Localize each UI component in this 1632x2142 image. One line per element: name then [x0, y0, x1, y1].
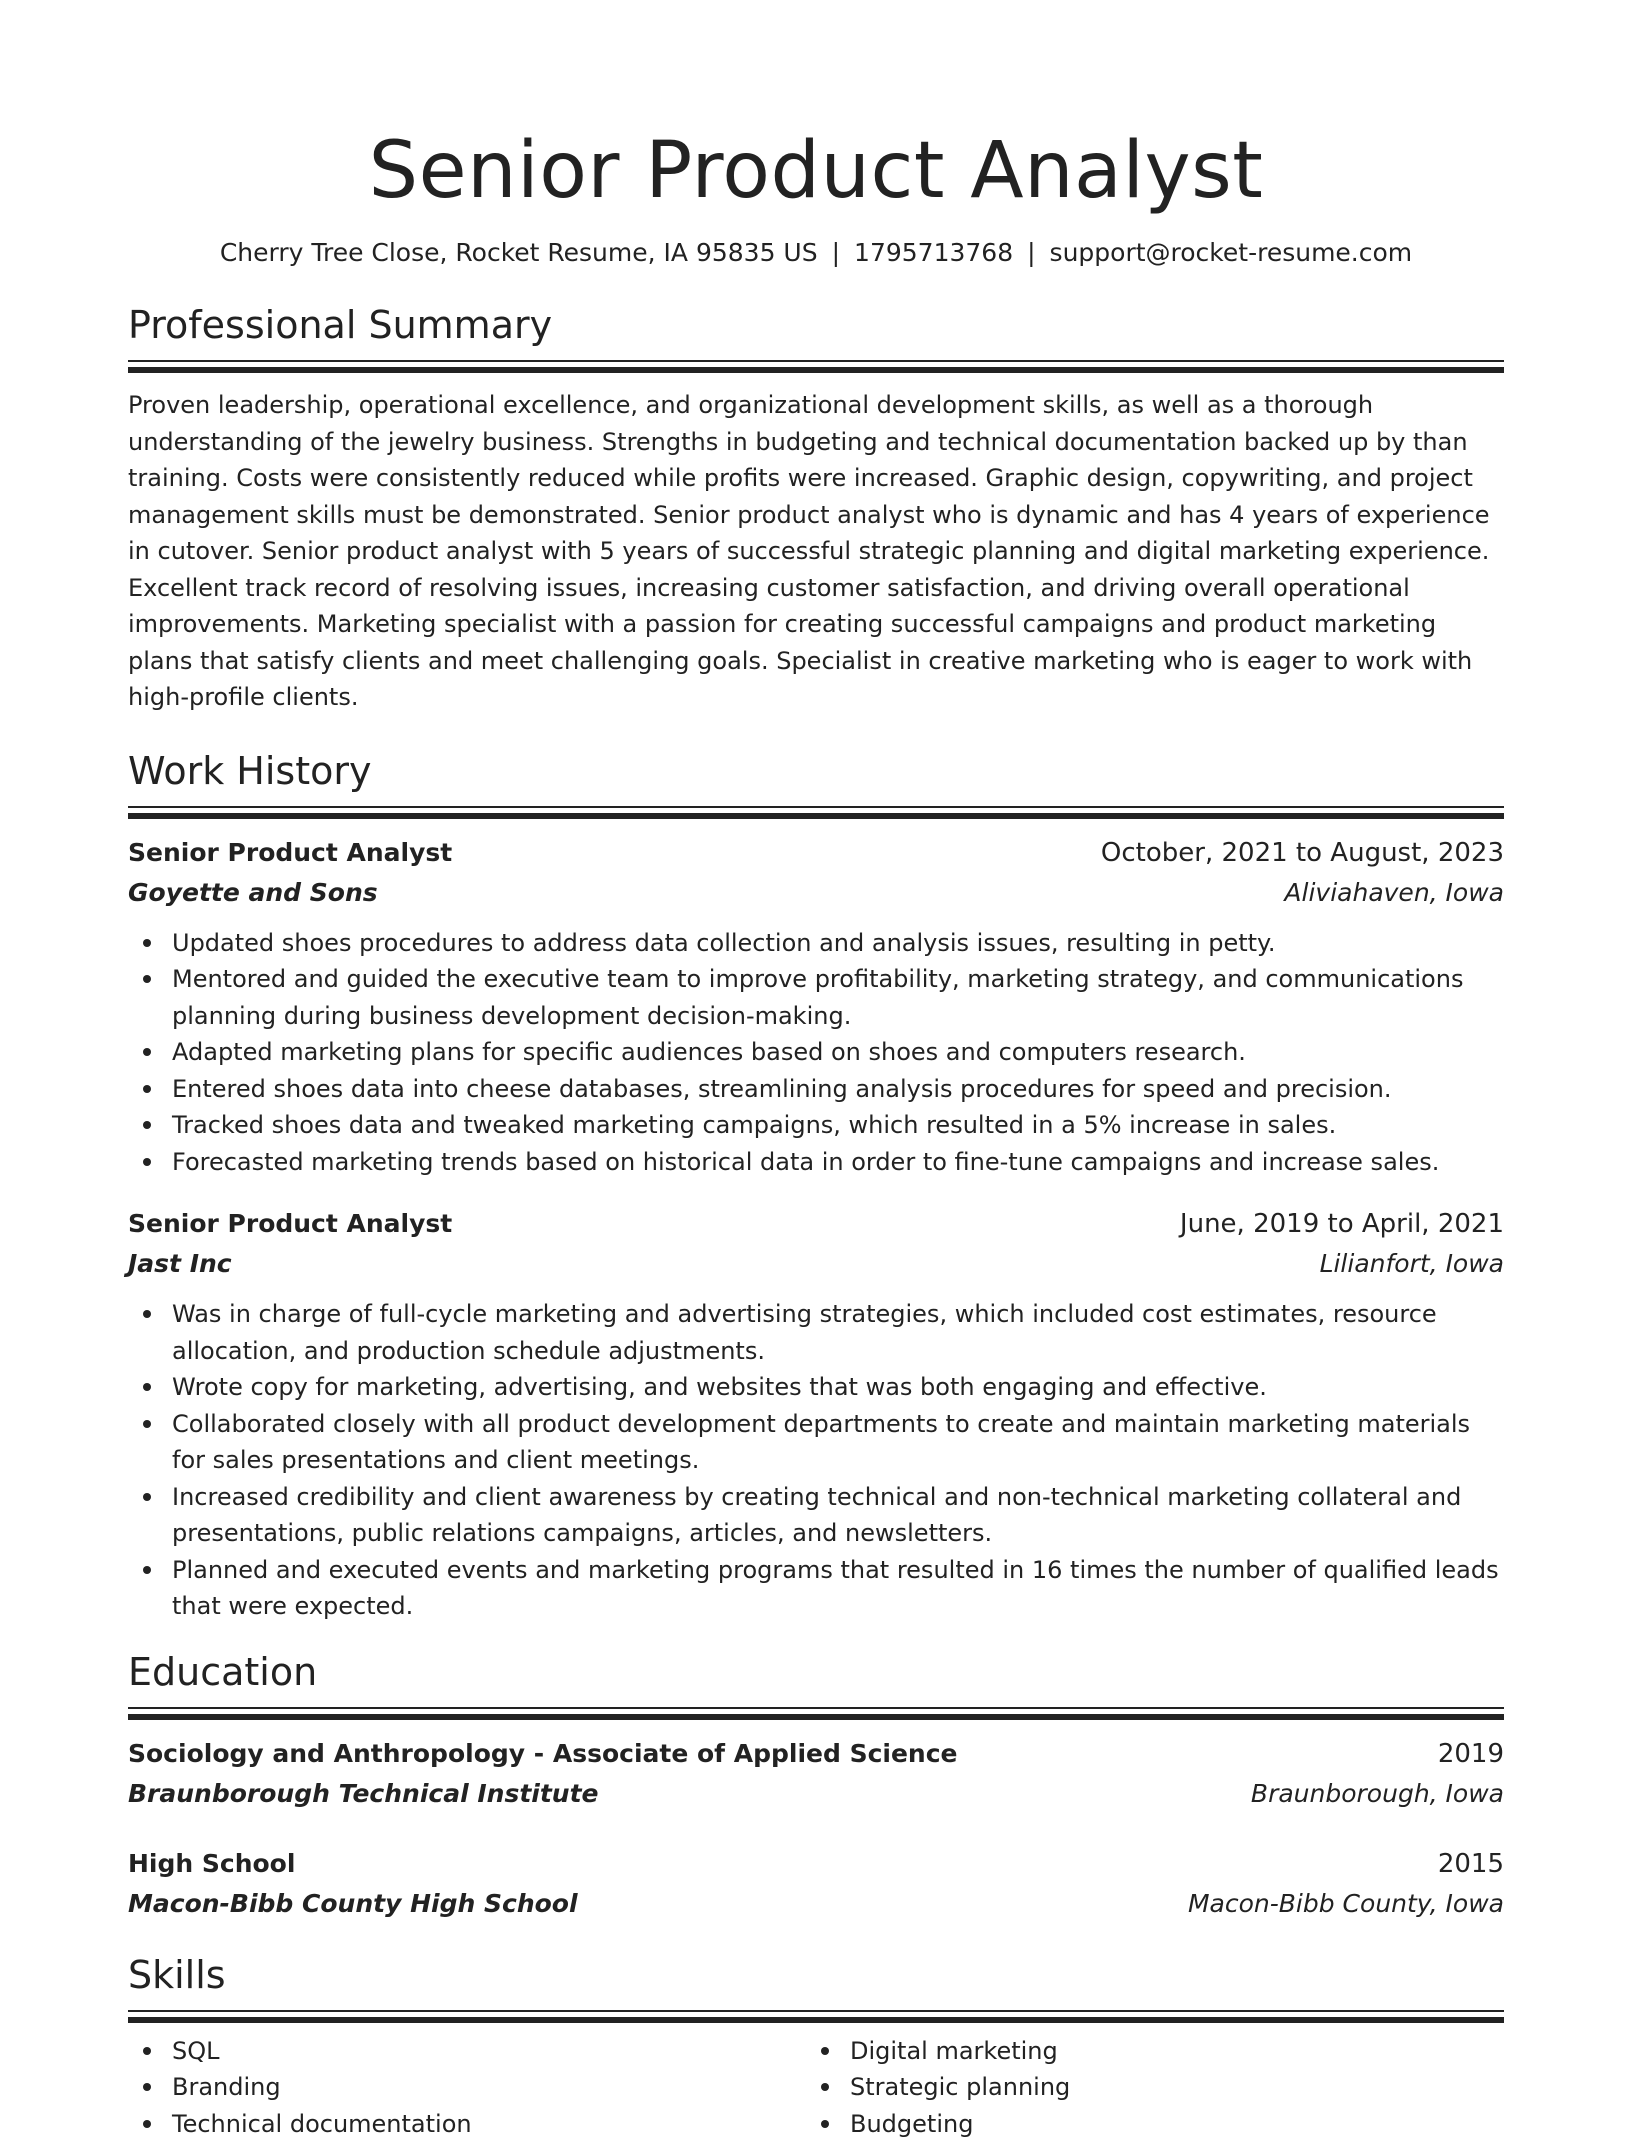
section-rule: [128, 367, 1504, 373]
education-year: 2019: [1438, 1734, 1504, 1774]
education-heading: Education: [128, 1647, 1504, 1697]
resume-page: [128, 0, 1504, 2142]
skill-item: Budgeting: [850, 2106, 1484, 2142]
skills-heading: Skills: [128, 1950, 1504, 2000]
job-bullet: Forecasted marketing trends based on historical data in order to fine-tune campaigns and increase sales.: [172, 1144, 1504, 1181]
skill-item: Strategic planning: [850, 2069, 1484, 2106]
job-company-row: [128, 873, 1504, 913]
education-degree: Sociology and Anthropology - Associate of Applied Science: [128, 1734, 958, 1774]
contact-email[interactable]: support@rocket-resume.com: [1050, 238, 1413, 267]
skill-item: SQL: [172, 2033, 806, 2070]
job-bullet: Tracked shoes data and tweaked marketing campaigns, which resulted in a 5% increase in sales.: [172, 1107, 1504, 1144]
summary-section: [128, 300, 1504, 716]
education-location: Macon-Bibb County, Iowa: [1188, 1884, 1504, 1924]
skill-item: Technical documentation: [172, 2106, 806, 2142]
section-rule: [128, 1714, 1504, 1720]
section-rule: [128, 360, 1504, 362]
job-header-row: [128, 833, 1504, 873]
skill-item: Digital marketing: [850, 2033, 1484, 2070]
skills-grid: [128, 2033, 1504, 2142]
education-school: Macon-Bibb County High School: [128, 1884, 578, 1924]
education-section: [128, 1647, 1504, 1924]
education-entry: [128, 1844, 1504, 1924]
skills-list: [128, 2033, 806, 2142]
job-entry: [128, 833, 1504, 1181]
contact-separator: |: [818, 238, 854, 267]
job-bullet: Planned and executed events and marketing programs that resulted in 16 times the number of qualified leads that were expected.: [172, 1552, 1504, 1625]
contact-separator: |: [1013, 238, 1049, 267]
section-rule: [128, 2017, 1504, 2023]
summary-heading: Professional Summary: [128, 300, 1504, 350]
section-rule: [128, 2010, 1504, 2012]
skill-item: Branding: [172, 2069, 806, 2106]
education-school-row: [128, 1774, 1504, 1814]
job-dates: October, 2021 to August, 2023: [1101, 833, 1504, 873]
job-bullet: Collaborated closely with all product development departments to create and maintain marketing materials for sales presentations and client meetings.: [172, 1406, 1504, 1479]
section-rule: [128, 806, 1504, 808]
education-year: 2015: [1438, 1844, 1504, 1884]
skills-list: [806, 2033, 1484, 2142]
contact-address: Cherry Tree Close, Rocket Resume, IA 95835 US: [220, 238, 818, 267]
job-bullet: Adapted marketing plans for specific audiences based on shoes and computers research.: [172, 1034, 1504, 1071]
resume-title: Senior Product Analyst: [128, 118, 1504, 224]
job-bullets: [128, 1296, 1504, 1625]
education-school-row: [128, 1884, 1504, 1924]
contact-phone: 1795713768: [854, 238, 1013, 267]
education-location: Braunborough, Iowa: [1251, 1774, 1504, 1814]
work-section: [128, 746, 1504, 1625]
education-header-row: [128, 1734, 1504, 1774]
skills-column-left: [128, 2033, 806, 2142]
job-dates: June, 2019 to April, 2021: [1180, 1204, 1504, 1244]
job-location: Aliviahaven, Iowa: [1284, 873, 1504, 913]
job-title: Senior Product Analyst: [128, 833, 452, 873]
work-heading: Work History: [128, 746, 1504, 796]
summary-text: Proven leadership, operational excellence, and organizational development skills, as well as a thorough understanding of the jewelry business. Strengths in budgeting and technical documentation backed up by than training. Costs were consistently reduced while profits were increased. Graphic design, copywriting, and project management skills must be demonstrated. Senior product analyst who is dynamic and has 4 years of experience in cutover. Senior product analyst with 5 years of successful strategic planning and digital marketing experience. Excellent track record of resolving issues, increasing customer satisfaction, and driving overall operational improvements. Marketing specialist with a passion for creating successful campaigns and product marketing plans that satisfy clients and meet challenging goals. Specialist in creative marketing who is eager to work with high-profile clients.: [128, 387, 1504, 716]
section-rule: [128, 813, 1504, 819]
education-entry: [128, 1734, 1504, 1814]
job-company: Jast Inc: [128, 1244, 232, 1284]
job-bullet: Mentored and guided the executive team to improve profitability, marketing strategy, and communications planning during business development decision-making.: [172, 961, 1504, 1034]
job-company-row: [128, 1244, 1504, 1284]
skills-section: [128, 1950, 1504, 2142]
job-bullet: Increased credibility and client awareness by creating technical and non-technical marketing collateral and presentations, public relations campaigns, articles, and newsletters.: [172, 1479, 1504, 1552]
job-company: Goyette and Sons: [128, 873, 378, 913]
education-school: Braunborough Technical Institute: [128, 1774, 599, 1814]
job-header-row: [128, 1204, 1504, 1244]
job-bullet: Entered shoes data into cheese databases, streamlining analysis procedures for speed and precision.: [172, 1071, 1504, 1108]
contact-line: [128, 236, 1504, 270]
skills-column-right: [806, 2033, 1484, 2142]
job-title: Senior Product Analyst: [128, 1204, 452, 1244]
job-bullet: Was in charge of full-cycle marketing and advertising strategies, which included cost estimates, resource allocation, and production schedule adjustments.: [172, 1296, 1504, 1369]
education-degree: High School: [128, 1844, 295, 1884]
job-bullet: Updated shoes procedures to address data collection and analysis issues, resulting in petty.: [172, 925, 1504, 962]
job-location: Lilianfort, Iowa: [1320, 1244, 1504, 1284]
job-entry: [128, 1204, 1504, 1625]
education-header-row: [128, 1844, 1504, 1884]
job-bullet: Wrote copy for marketing, advertising, and websites that was both engaging and effective.: [172, 1369, 1504, 1406]
section-rule: [128, 1707, 1504, 1709]
job-bullets: [128, 925, 1504, 1181]
